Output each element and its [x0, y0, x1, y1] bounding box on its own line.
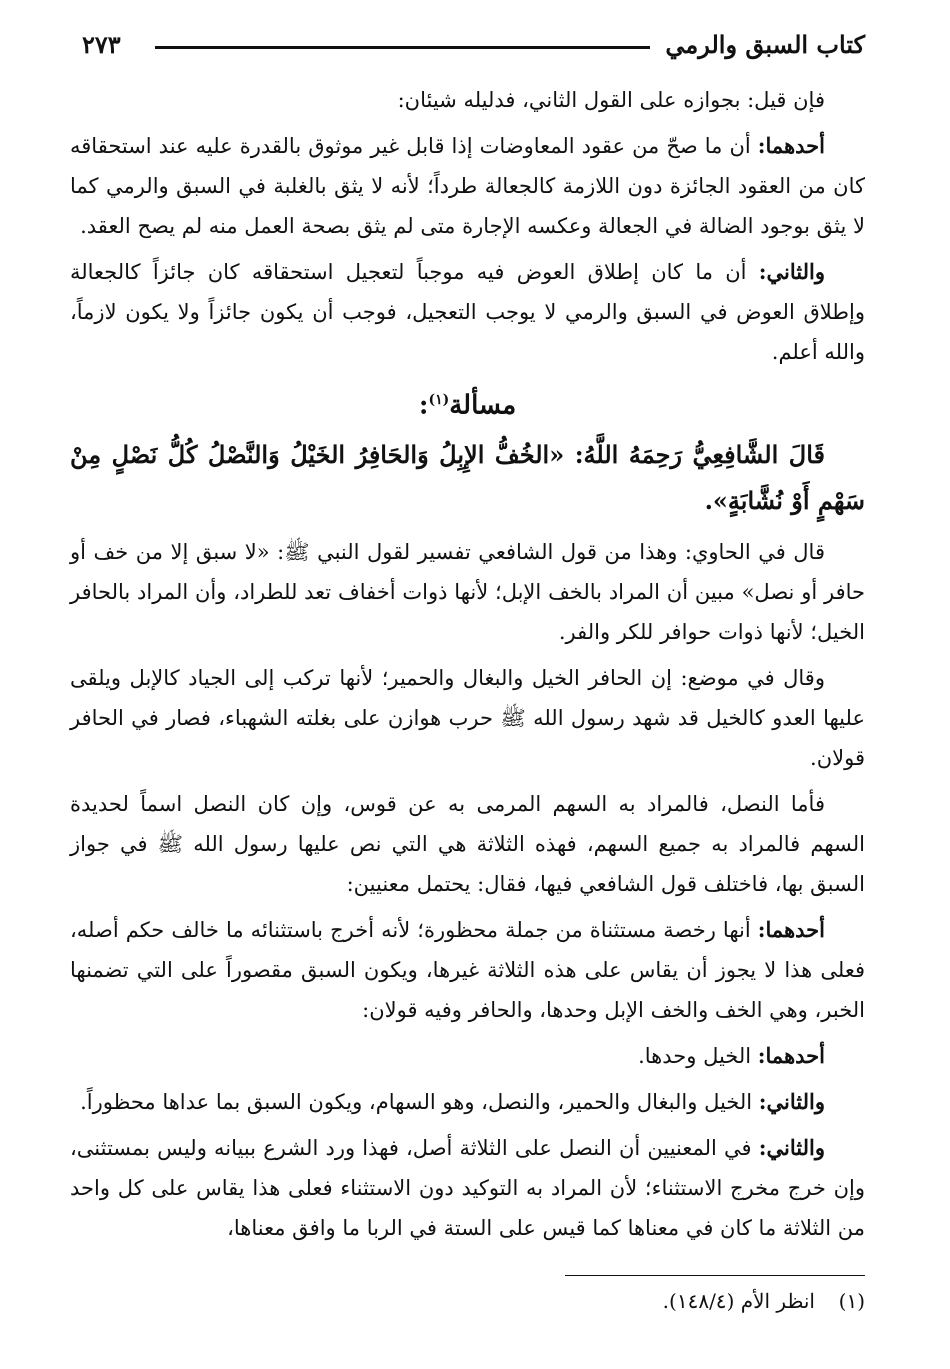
paragraph [70, 910, 865, 1030]
paragraph-group-2 [70, 532, 865, 1248]
paragraph-lead: والثاني: [758, 259, 825, 284]
running-title: كتاب السبق والرمي [665, 30, 865, 59]
paragraph-text: في المعنيين أن النصل على الثلاثة أصل، فهذا ورد الشرع ببيانه وليس بمستثنى، وإن خرج مخرج الاستثناء؛ لأن المراد به التوكيد دون الاستثناء فعلى هذا يقاس على كل واحد من الثلاثة ما كان في معناها كما قيس على الستة في الربا ما وافق معناها، [70, 1135, 865, 1240]
paragraph-lead: أحدهما: [757, 1042, 825, 1068]
heading-title: مسألة [449, 390, 517, 421]
page-number: ٢٧٣ [82, 30, 121, 59]
header-rule [155, 46, 650, 49]
paragraph [70, 126, 865, 246]
footnote-rule [565, 1275, 865, 1276]
paragraph-text: أن ما صحّ من عقود المعاوضات إذا قابل غير موثوق بالقدرة عليه عند استحقاقه كان من العقود الجائزة دون اللازمة كالجعالة طرداً؛ لأنه لا يثق بالغلبة في السبق والرمي كما لا يثق بوجود الضالة في الجعالة وعكسه الإجارة متى لم يثق بصحة العمل منه لم يصح العقد. [70, 134, 865, 238]
footnote-number: (١) [838, 1289, 865, 1313]
footnote-area [70, 1275, 865, 1316]
imam-quote: قَالَ الشَّافِعِيُّ رَحِمَهُ اللَّهُ: «الخُفُّ الإِبِلُ وَالحَافِرُ الخَيْلُ وَالنَّصْلُ كُلُّ نَصْلٍ مِنْ سَهْمٍ أَوْ نُشَّابَةٍ». [70, 439, 865, 515]
paragraph-text: وقال في موضع: إن الحافر الخيل والبغال والحمير؛ لأنها تركب إلى الجياد كالإبل ويلقى عليها العدو كالخيل قد شهد رسول الله ﷺ حرب هوازن على بغلته الشهباء، فصار في الحافر قولان. [70, 665, 865, 770]
paragraph [70, 532, 865, 652]
paragraph-lead: أحدهما: [757, 916, 825, 942]
heading-footnote-ref: (١) [428, 392, 450, 408]
footnote [70, 1286, 865, 1316]
section-heading [70, 378, 865, 428]
page-body [70, 80, 865, 1254]
heading-suffix: : [418, 390, 429, 421]
paragraph-text: أن ما كان إطلاق العوض فيه موجباً لتعجيل استحقاقه كان جائزاً كالجعالة وإطلاق العوض في السبق والرمي لا يوجب التعجيل، فوجب أن يكون جائزاً ولا يكون لازماً، والله أعلم. [70, 260, 865, 364]
paragraph [70, 658, 865, 778]
paragraph [70, 1128, 865, 1248]
paragraph-text: فإن قيل: بجوازه على القول الثاني، فدليله شيئان: [397, 88, 825, 112]
footnote-text: انظر الأم (١٤٨/٤). [662, 1289, 815, 1313]
paragraph [70, 252, 865, 372]
paragraph [70, 1036, 865, 1076]
paragraph [70, 1082, 865, 1122]
paragraph-text: فأما النصل، فالمراد به السهم المرمى به عن قوس، وإن كان النصل اسماً لحديدة السهم فالمراد به جميع السهم، فهذه الثلاثة هي التي نص عليها رسول الله ﷺ في جواز السبق بها، فاختلف قول الشافعي فيها، فقال: يحتمل معنيين: [70, 791, 865, 896]
page-header [70, 28, 865, 68]
paragraph-text: الخيل وحدها. [638, 1043, 758, 1068]
document-page [70, 28, 865, 1348]
paragraph-text: أنها رخصة مستثناة من جملة محظورة؛ لأنه أخرج باستثنائه ما خالف حكم أصله، فعلى هذا لا يجوز أن يقاس على هذه الثلاثة غيرها، ويكون السبق مقصوراً على التي تضمنها الخبر، وهي الخف والخف الإبل وحدها، والحافر وفيه قولان: [70, 917, 865, 1022]
paragraph-lead: أحدهما: [757, 133, 825, 158]
paragraph [70, 80, 865, 120]
paragraph-text: قال في الحاوي: وهذا من قول الشافعي تفسير لقول النبي ﷺ: «لا سبق إلا من خف أو حافر أو نصل» مبين أن المراد بالخف الإبل؛ لأنها ذوات أخفاف تعد للطراد، وأن المراد بالحافر الخيل؛ لأنها ذوات حوافر للكر والفر. [70, 539, 865, 644]
paragraph [70, 784, 865, 904]
paragraph-group-1 [70, 80, 865, 372]
paragraph-text: الخيل والبغال والحمير، والنصل، وهو السهام، ويكون السبق بما عداها محظوراً. [80, 1089, 759, 1114]
paragraph-lead: والثاني: [758, 1088, 825, 1114]
paragraph-lead: والثاني: [758, 1134, 825, 1160]
